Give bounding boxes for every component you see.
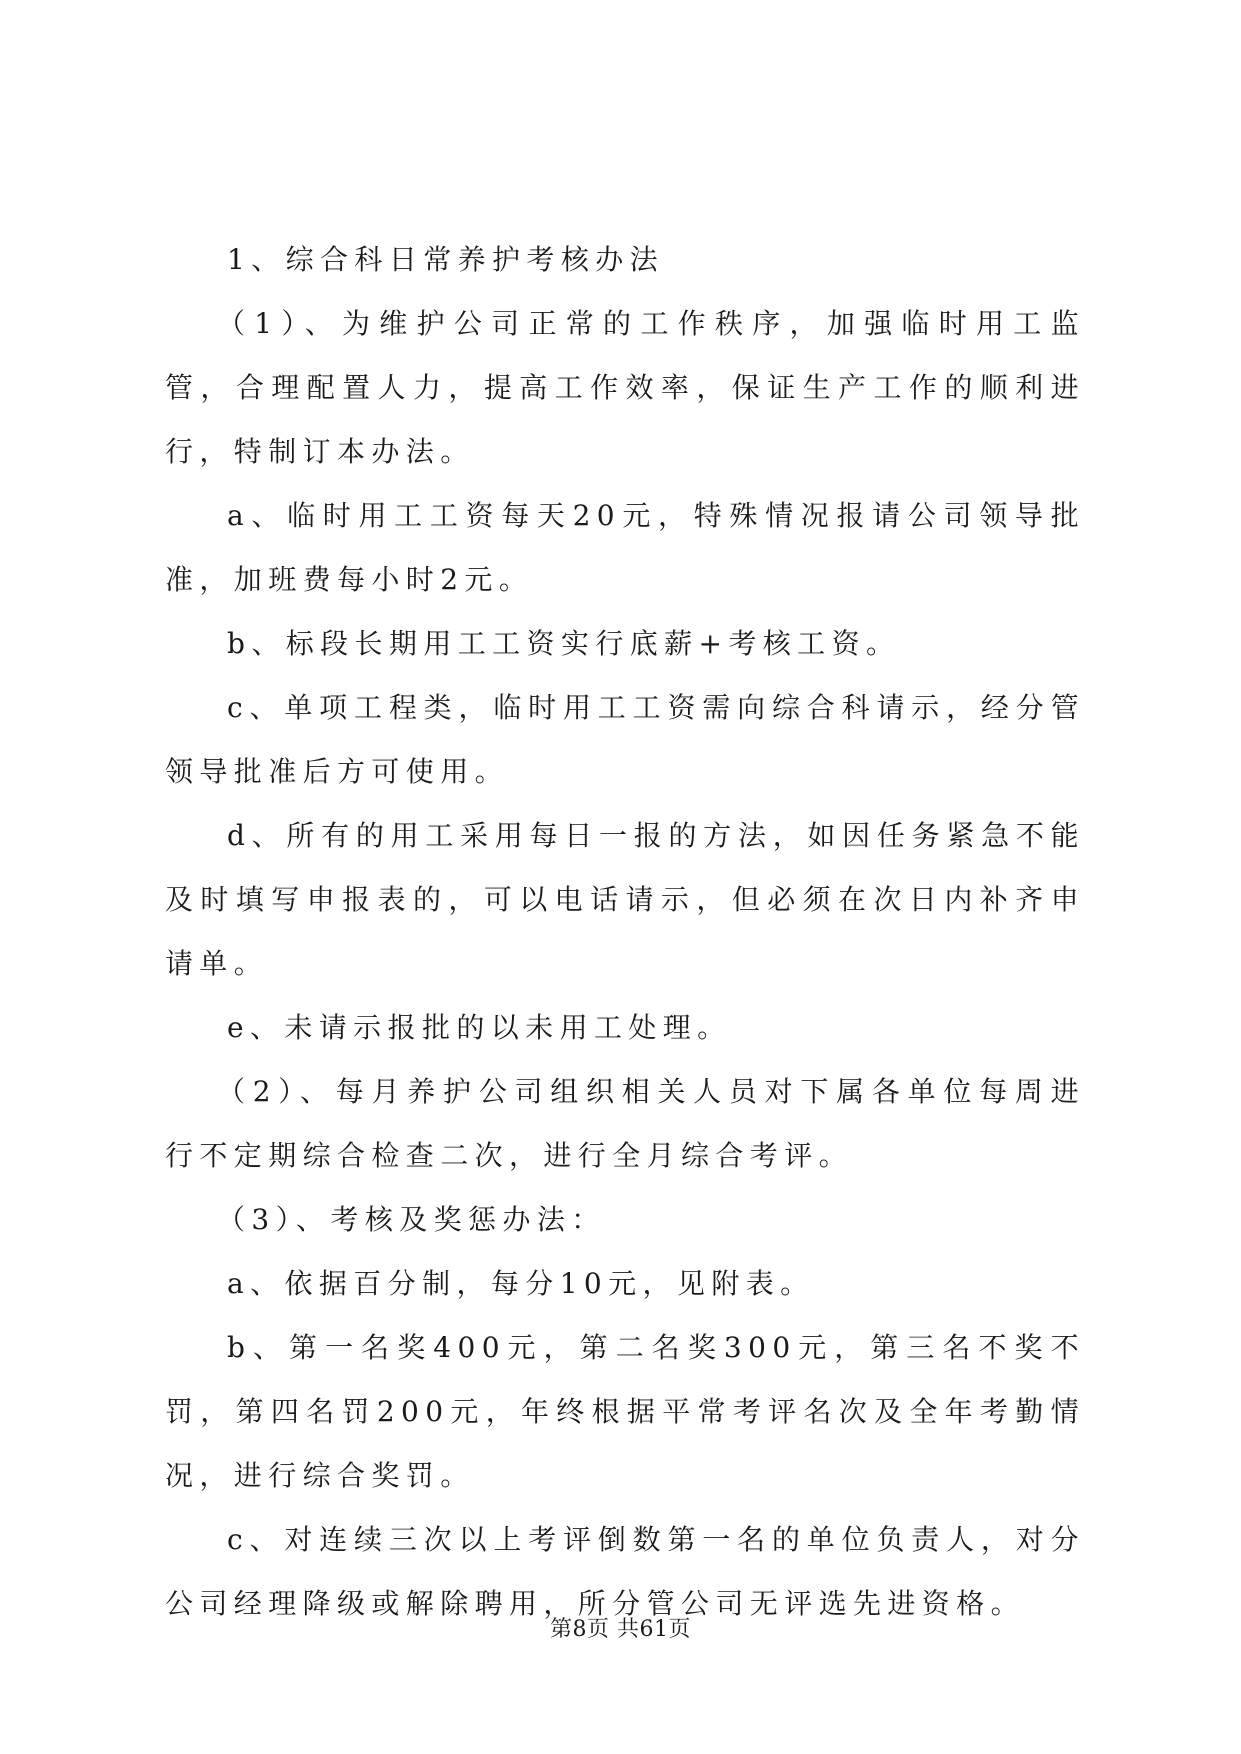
clause-1-paragraph: （1）、为维护公司正常的工作秩序，加强临时用工监管，合理配置人力，提高工作效率，保证生产工作的顺利进行，特制订本办法。 (165, 307, 1085, 468)
clause-2-paragraph: （2）、每月养护公司组织相关人员对下属各单位每周进行不定期综合检查二次，进行全月综合考评。 (165, 1075, 1085, 1172)
item-c-paragraph: c、单项工程类，临时用工工资需向综合科请示，经分管领导批准后方可使用。 (165, 691, 1085, 788)
item-d-paragraph: d、所有的用工采用每日一报的方法，如因任务紧急不能及时填写申报表的，可以电话请示，但必须在次日内补齐申请单。 (165, 819, 1085, 980)
rule-c-paragraph: c、对连续三次以上考评倒数第一名的单位负责人，对分公司经理降级或解除聘用，所分管公司无评选先进资格。 (165, 1523, 1085, 1620)
document-body (165, 228, 1085, 1636)
section-heading: 1、综合科日常养护考核办法 (227, 243, 665, 276)
rule-b-paragraph: b、第一名奖400元，第二名奖300元，第三名不奖不罚，第四名罚200元，年终根据平常考评名次及全年考勤情况，进行综合奖罚。 (165, 1331, 1085, 1492)
rule-a-paragraph: a、依据百分制，每分10元，见附表。 (227, 1267, 815, 1300)
item-a-paragraph: a、临时用工工资每天20元，特殊情况报请公司领导批准，加班费每小时2元。 (165, 499, 1085, 596)
clause-3-paragraph: （3）、考核及奖惩办法： (217, 1203, 606, 1236)
page-number-footer: 第8页 共61页 (550, 1617, 691, 1642)
item-b-paragraph: b、标段长期用工工资实行底薪+考核工资。 (227, 627, 901, 660)
item-e-paragraph: e、未请示报批的以未用工处理。 (227, 1011, 732, 1044)
